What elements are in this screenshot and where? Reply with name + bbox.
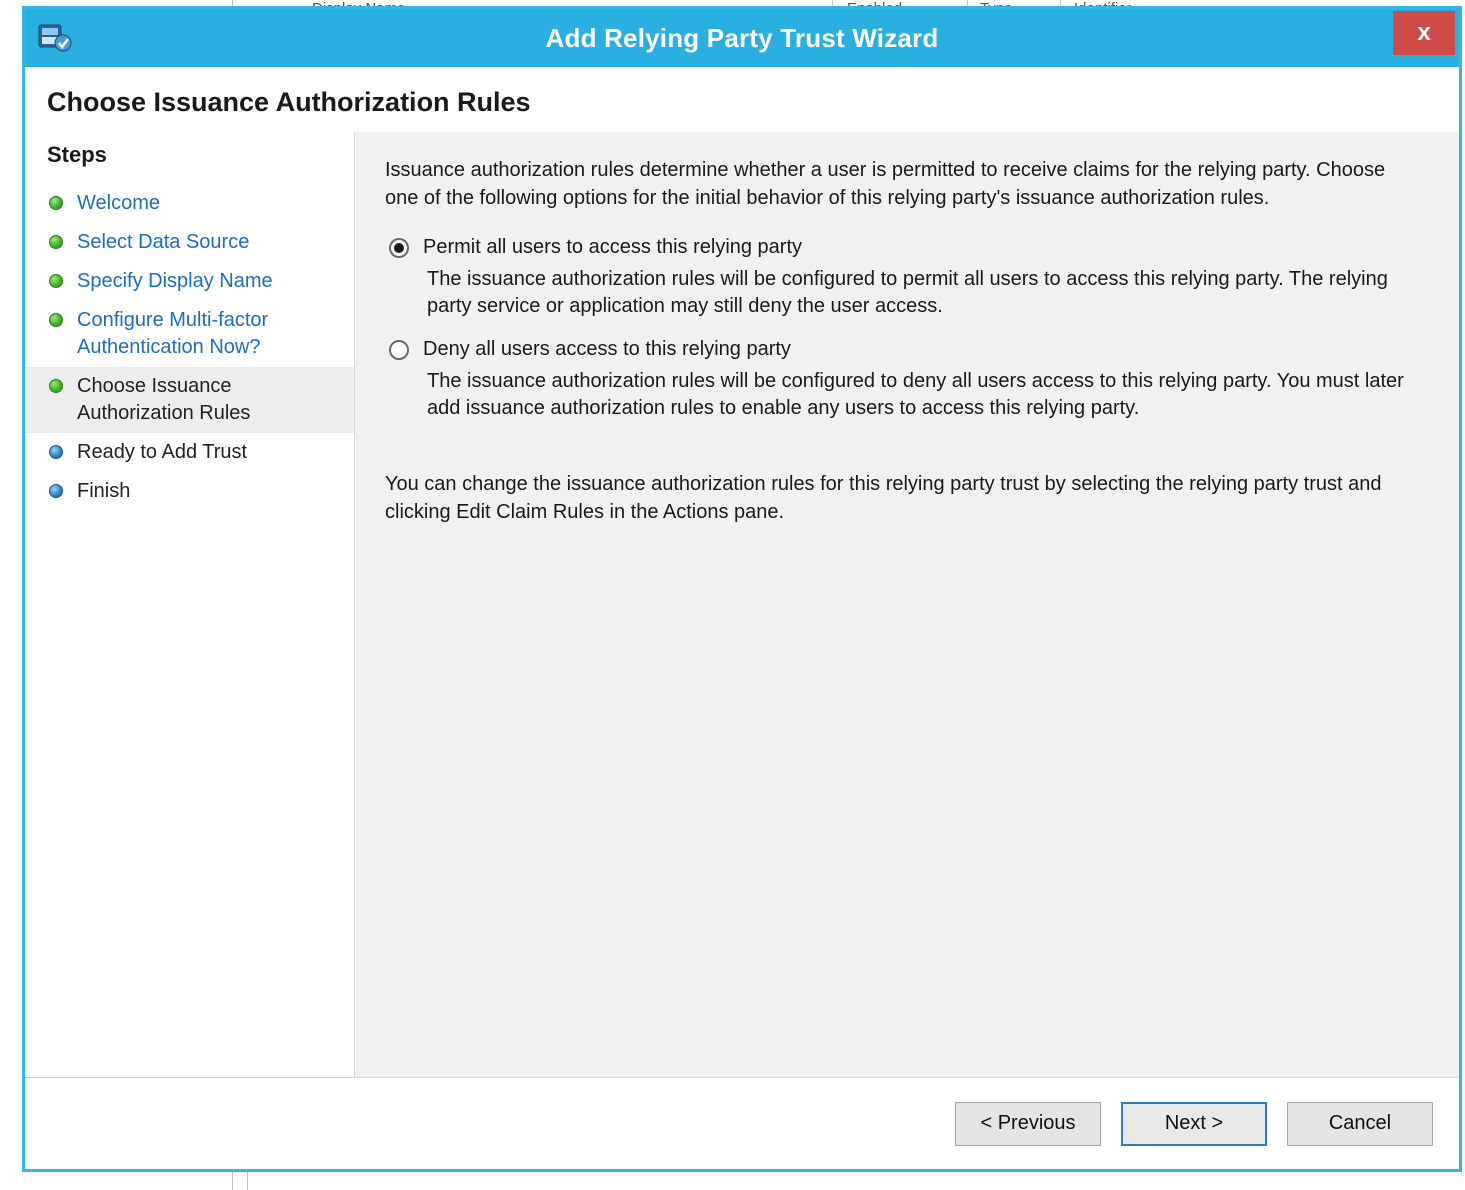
page-title: Choose Issuance Authorization Rules (25, 67, 1459, 132)
note-text: You can change the issuance authorization rules for this relying party trust by selecting the relying party trust and clicking Edit Claim Rules in the Actions pane. (385, 473, 1382, 523)
step-specify-display-name[interactable] (25, 262, 354, 301)
step-label: Select Data Source (77, 231, 250, 253)
step-status-icon (49, 313, 63, 327)
step-label: Finish (77, 480, 131, 502)
option-permit-all-users-label[interactable]: Permit all users to access this relying party (423, 236, 803, 258)
step-choose-issuance-authorization-rules (25, 367, 354, 433)
radio-deny-all-users[interactable] (389, 340, 409, 360)
option-permit-all-users[interactable] (385, 234, 1429, 260)
step-configure-multi-factor-authentication-now[interactable] (25, 301, 354, 367)
step-select-data-source[interactable] (25, 223, 354, 262)
step-ready-to-add-trust (25, 433, 354, 472)
option-deny-all-users-description: The issuance authorization rules will be configured to deny all users access to this relying party. You must later add issuance authorization rules to enable any users to access this relying party. (427, 370, 1404, 419)
step-label: Specify Display Name (77, 270, 273, 292)
wizard-icon (37, 19, 73, 55)
intro-text: Issuance authorization rules determine whether a user is permitted to receive claims for the relying party. Choose one of the following options for the initial behavior of this relying party's issuance authorization rules. (385, 159, 1386, 209)
step-label: Configure Multi-factor Authentication Now? (77, 309, 269, 358)
dialog-titlebar (25, 9, 1459, 67)
option-deny-all-users[interactable] (385, 336, 1429, 362)
dialog-title: Add Relying Party Trust Wizard (545, 22, 939, 53)
dialog-footer (25, 1077, 1459, 1169)
step-status-icon (49, 196, 63, 210)
next-button[interactable]: Next > (1121, 1102, 1267, 1146)
step-status-icon (49, 379, 63, 393)
steps-pane (25, 132, 355, 1140)
previous-button[interactable]: < Previous (955, 1102, 1101, 1146)
step-status-icon (49, 445, 63, 459)
step-label: Welcome (77, 192, 160, 214)
step-welcome[interactable] (25, 184, 354, 223)
step-status-icon (49, 484, 63, 498)
cancel-button[interactable]: Cancel (1287, 1102, 1433, 1146)
close-icon[interactable]: x (1393, 11, 1455, 55)
dialog-body (25, 132, 1459, 1140)
step-finish (25, 472, 354, 511)
step-status-icon (49, 235, 63, 249)
pane-divider (247, 1172, 248, 1190)
content-pane (355, 132, 1459, 1140)
steps-title: Steps (47, 142, 107, 167)
step-label: Ready to Add Trust (77, 441, 248, 463)
radio-permit-all-users[interactable] (389, 238, 409, 258)
step-label: Choose Issuance Authorization Rules (77, 375, 251, 424)
add-relying-party-trust-wizard-dialog (22, 6, 1462, 1172)
option-deny-all-users-label[interactable]: Deny all users access to this relying party (423, 338, 791, 360)
step-status-icon (49, 274, 63, 288)
option-permit-all-users-description: The issuance authorization rules will be configured to permit all users to access this relying party. The relying party service or application may still deny the user access. (427, 268, 1388, 317)
